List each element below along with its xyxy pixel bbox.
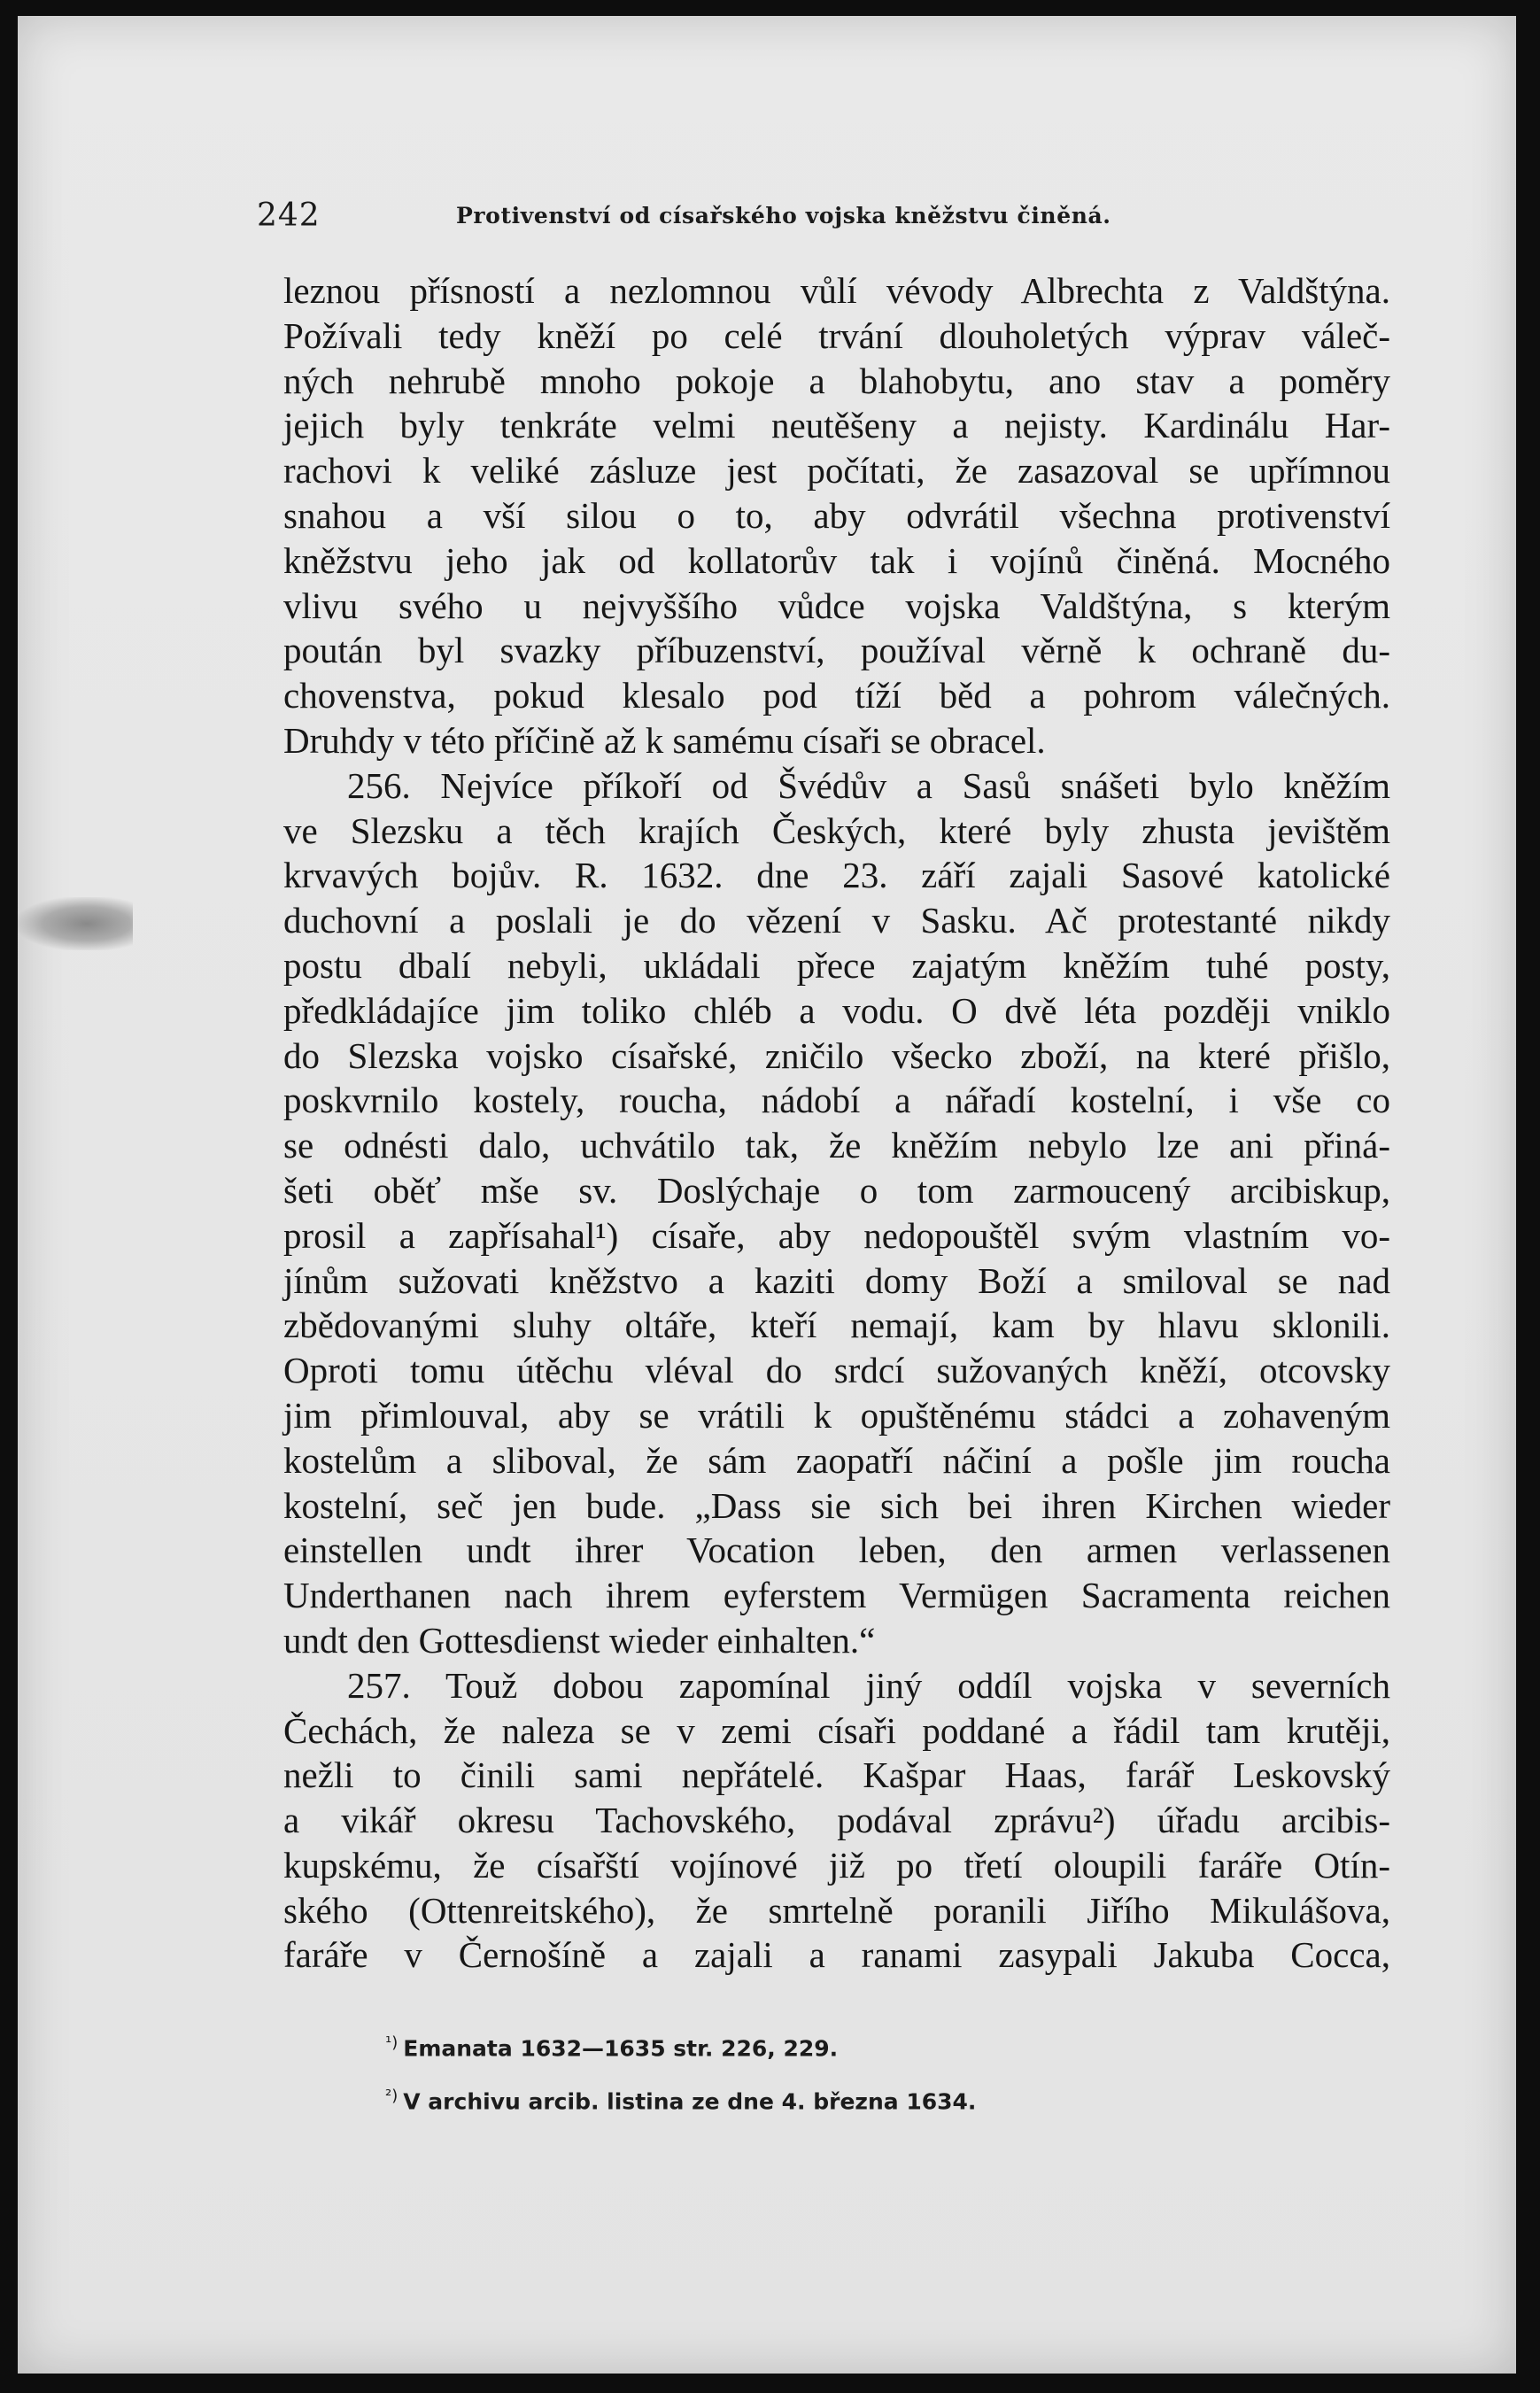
text-line: Požívali tedy kněží po celé trvání dlouholetých výprav váleč- [283, 314, 1390, 356]
text-line: undt den Gottesdienst wieder einhalten.“ [283, 1619, 876, 1661]
paragraph-256-start: 256. Nejvíce příkoří od Švédův a Sasů snášeti bylo kněžím [347, 764, 1390, 806]
text-line: nežli to činili sami nepřátelé. Kašpar Haas, farář Leskovský [283, 1754, 1390, 1796]
page-number: 242 [257, 197, 321, 234]
text-line: šeti oběť mše sv. Doslýchaje o tom zarmoucený arcibiskup, [283, 1169, 1390, 1211]
text-line: vlivu svého u nejvyššího vůdce vojska Valdštýna, s kterým [283, 585, 1390, 626]
text-line: kostelní, seč jen bude. „Dass sie sich bei ihren Kirchen wieder [283, 1484, 1390, 1526]
text-line: kněžstvu jeho jak od kollatorův tak i vojínů činěná. Mocného [283, 539, 1390, 581]
footnote-1 [385, 2019, 1182, 2072]
text-line: a vikář okresu Tachovského, podával zprávu²) úřadu arcibis- [283, 1800, 1390, 1841]
footnote-2-text: V archivu arcib. listina ze dne 4. března 1634. [403, 2088, 977, 2115]
page-header [257, 197, 1390, 242]
text-line: Druhdy v této příčině až k samému císaři se obracel. [283, 719, 1046, 761]
book-page [18, 16, 1516, 2374]
running-title: Protivenství od císařského vojska kněžstvu činěná. [456, 203, 1111, 228]
text-line: faráře v Černošíně a zajali a ranami zasypali Jakuba Cocca, [283, 1934, 1390, 1976]
text-line: einstellen undt ihrer Vocation leben, den armen verlassenen [283, 1530, 1390, 1571]
text-line: leznou přísností a nezlomnou vůlí vévody Albrechta z Valdštýna. [283, 270, 1390, 311]
text-line: krvavých bojův. R. 1632. dne 23. září zajali Sasové katolické [283, 855, 1390, 896]
text-line: kostelům a sliboval, že sám zaopatří náčiní a pošle jim roucha [283, 1439, 1390, 1481]
text-line: Čechách, že naleza se v zemi císaři poddané a řádil tam krutěji, [283, 1709, 1390, 1751]
text-line: Underthanen nach ihrem eyferstem Vermügen Sacramenta reichen [283, 1575, 1390, 1616]
text-line: poután byl svazky příbuzenství, používal věrně k ochraně du- [283, 630, 1390, 671]
text-line: snahou a vší silou o to, aby odvrátil všechna protivenství [283, 494, 1390, 536]
text-line: ského (Ottenreitského), že smrtelně poranili Jiřího Mikulášova, [283, 1889, 1390, 1931]
text-line: rachovi k veliké zásluze jest počítati, že zasazoval se upřímnou [283, 450, 1390, 492]
text-line: kupskému, že císařští vojínové již po třetí oloupili faráře Otín- [283, 1844, 1390, 1886]
footnote-1-text: Emanata 1632—1635 str. 226, 229. [403, 2035, 839, 2062]
text-line: ných nehrubě mnoho pokoje a blahobytu, ano stav a poměry [283, 360, 1390, 401]
text-line: se odnésti dalo, uchvátilo tak, že kněžím nebylo lze ani přiná- [283, 1125, 1390, 1166]
text-line: ve Slezsku a těch krajích Českých, které byly zhusta jevištěm [283, 809, 1390, 851]
footnote-2-mark: ²) [385, 2087, 399, 2106]
text-line: chovenstva, pokud klesalo pod tíží běd a pohrom válečných. [283, 675, 1390, 716]
text-line: zbědovanými sluhy oltáře, kteří nemají, kam by hlavu sklonili. [283, 1305, 1390, 1346]
library-stamp-smudge [18, 897, 133, 950]
footnotes [385, 2019, 1182, 2126]
footnote-1-mark: ¹) [385, 2033, 399, 2052]
footnote-2 [385, 2072, 1182, 2126]
text-line: jim přimlouval, aby se vrátili k opuštěnému stádci a zohaveným [283, 1394, 1390, 1436]
text-line: prosil a zapřísahal¹) císaře, aby nedopouštěl svým vlastním vo- [283, 1214, 1390, 1256]
paragraph-257-start: 257. Touž dobou zapomínal jiný oddíl vojska v severních [347, 1664, 1390, 1706]
text-line: jejich byly tenkráte velmi neutěšeny a nejisty. Kardinálu Har- [283, 405, 1390, 446]
text-line: postu dbalí nebyli, ukládali přece zajatým kněžím tuhé posty, [283, 944, 1390, 986]
body-text [283, 268, 1390, 1978]
text-line: do Slezska vojsko císařské, zničilo všecko zboží, na které přišlo, [283, 1034, 1390, 1076]
text-line: duchovní a poslali je do vězení v Sasku. Ač protestanté nikdy [283, 900, 1390, 941]
text-line: poskvrnilo kostely, roucha, nádobí a nářadí kostelní, i vše co [283, 1080, 1390, 1121]
text-line: předkládajíce jim toliko chléb a vodu. O dvě léta později vniklo [283, 989, 1390, 1031]
text-line: Oproti tomu útěchu vléval do srdcí sužovaných kněží, otcovsky [283, 1350, 1390, 1391]
text-line: jínům sužovati kněžstvo a kaziti domy Boží a smiloval se nad [283, 1259, 1390, 1301]
